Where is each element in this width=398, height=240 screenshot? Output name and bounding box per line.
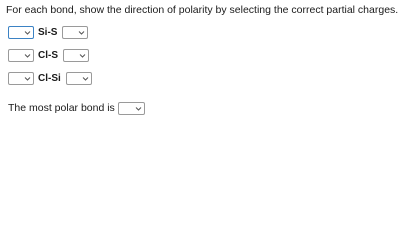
most-polar-bond-select[interactable]: [118, 102, 145, 115]
chevron-down-icon: [82, 75, 89, 82]
chevron-down-icon: [79, 52, 86, 59]
chevron-down-icon: [135, 105, 142, 112]
chevron-down-icon: [78, 29, 85, 36]
bond-label-si-s: Si-S: [38, 26, 58, 38]
partial-charge-select-right-cl-s[interactable]: [63, 49, 89, 62]
bond-row-cl-s: [8, 48, 89, 62]
partial-charge-select-right-cl-si[interactable]: [66, 72, 92, 85]
partial-charge-select-right-si-s[interactable]: [62, 26, 88, 39]
bond-row-cl-si: [8, 71, 92, 85]
chevron-down-icon: [24, 29, 31, 36]
most-polar-label: The most polar bond is: [8, 102, 115, 114]
bond-row-si-s: [8, 25, 88, 39]
chevron-down-icon: [24, 75, 31, 82]
partial-charge-select-left-cl-s[interactable]: [8, 49, 34, 62]
partial-charge-select-left-si-s[interactable]: [8, 26, 34, 39]
chevron-down-icon: [24, 52, 31, 59]
bond-label-cl-s: Cl-S: [38, 49, 58, 61]
most-polar-row: [8, 101, 145, 115]
partial-charge-select-left-cl-si[interactable]: [8, 72, 34, 85]
instructions-text: For each bond, show the direction of polarity by selecting the correct partial charges.: [6, 4, 398, 16]
bond-label-cl-si: Cl-Si: [38, 72, 61, 84]
